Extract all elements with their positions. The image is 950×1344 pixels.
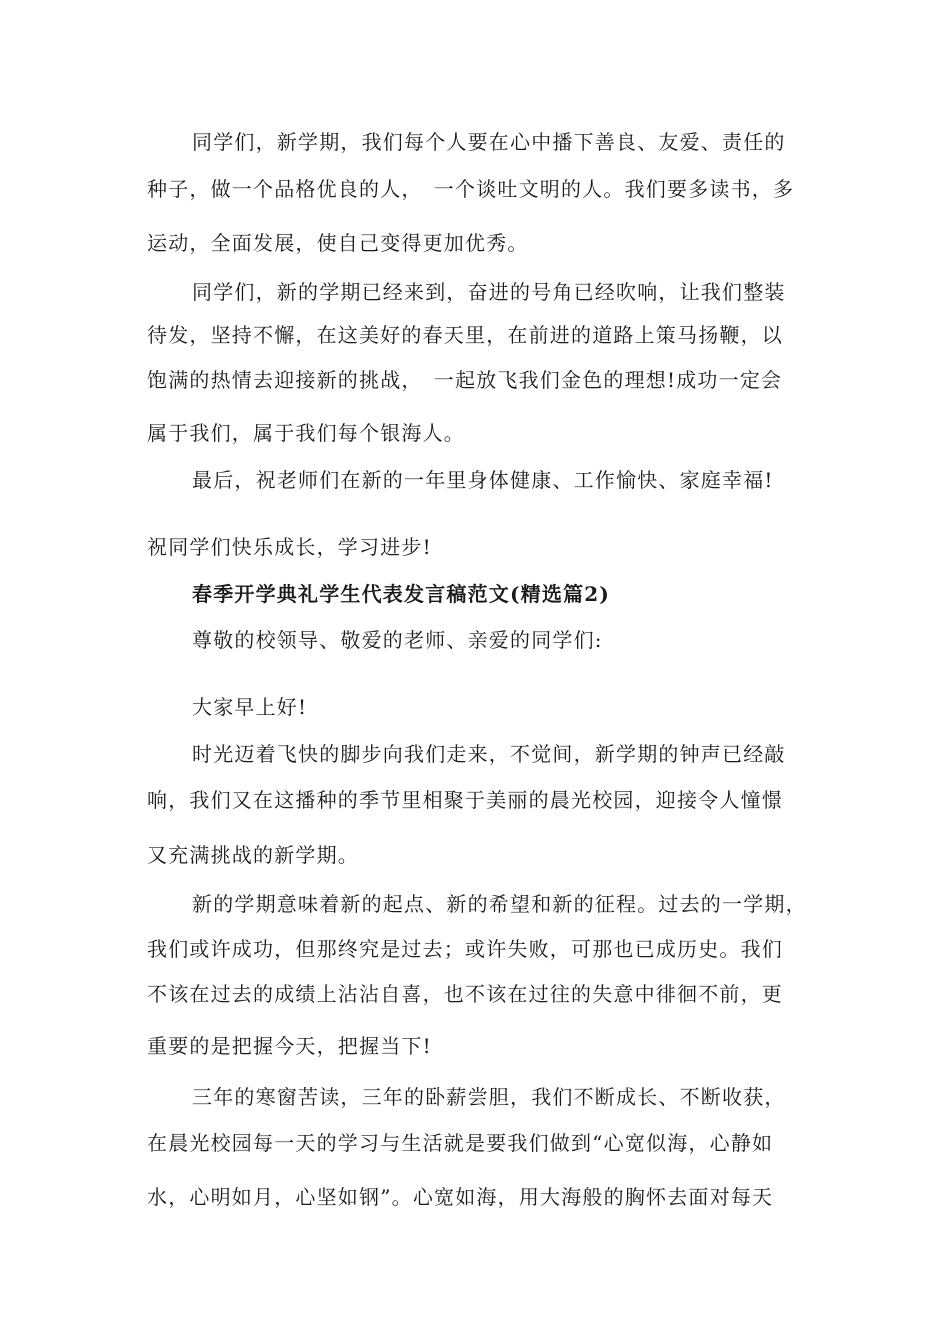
- paragraph-line: 属于我们，属于我们每个银海人。: [147, 421, 465, 445]
- paragraph-line: 同学们，新学期，我们每个人要在心中播下善良、友爱、责任的: [192, 130, 786, 154]
- paragraph-line: 在晨光校园每一天的学习与生活就是要我们做到“心宽似海，心静如: [147, 1131, 774, 1155]
- paragraph-line: 饱满的热情去迎接新的挑战， 一起放飞我们金色的理想!成功一定会: [147, 368, 783, 392]
- paragraph-line: 运动，全面发展，使自己变得更加优秀。: [147, 231, 529, 255]
- paragraph-line: 又充满挑战的新学期。: [147, 843, 359, 867]
- paragraph-line: 种子，做一个品格优良的人， 一个谈吐文明的人。我们要多读书，多: [147, 177, 795, 201]
- paragraph-line: 最后，祝老师们在新的一年里身体健康、工作愉快、家庭幸福!: [192, 468, 774, 492]
- paragraph-line: 水，心明如月，心坚如钢”。心宽如海，用大海般的胸怀去面对每天: [147, 1185, 774, 1209]
- paragraph-line: 祝同学们快乐成长，学习进步!: [147, 535, 432, 559]
- paragraph-line: 我们或许成功，但那终究是过去；或许失败，可那也已成历史。我们: [147, 937, 783, 961]
- paragraph-line: 新的学期意味着新的起点、新的希望和新的征程。过去的一学期，: [192, 892, 807, 916]
- paragraph-line: 重要的是把握今天，把握当下!: [147, 1034, 432, 1058]
- salutation-line: 尊敬的校领导、敬爱的老师、亲爱的同学们:: [192, 628, 603, 652]
- paragraph-line: 同学们，新的学期已经来到，奋进的号角已经吹响，让我们整装: [192, 280, 786, 304]
- paragraph-line: 响，我们又在这播种的季节里相聚于美丽的晨光校园，迎接令人憧憬: [147, 788, 783, 812]
- paragraph-line: 时光迈着飞快的脚步向我们走来，不觉间，新学期的钟声已经敲: [192, 742, 786, 766]
- section-heading: 春季开学典礼学生代表发言稿范文(精选篇2): [192, 582, 611, 606]
- paragraph-line: 三年的寒窗苦读，三年的卧薪尝胆，我们不断成长、不断收获，: [192, 1085, 786, 1109]
- greeting-line: 大家早上好!: [192, 695, 308, 719]
- paragraph-line: 不该在过去的成绩上沾沾自喜，也不该在过往的失意中徘徊不前，更: [147, 982, 783, 1006]
- paragraph-line: 待发，坚持不懈，在这美好的春天里，在前进的道路上策马扬鞭，以: [147, 323, 783, 347]
